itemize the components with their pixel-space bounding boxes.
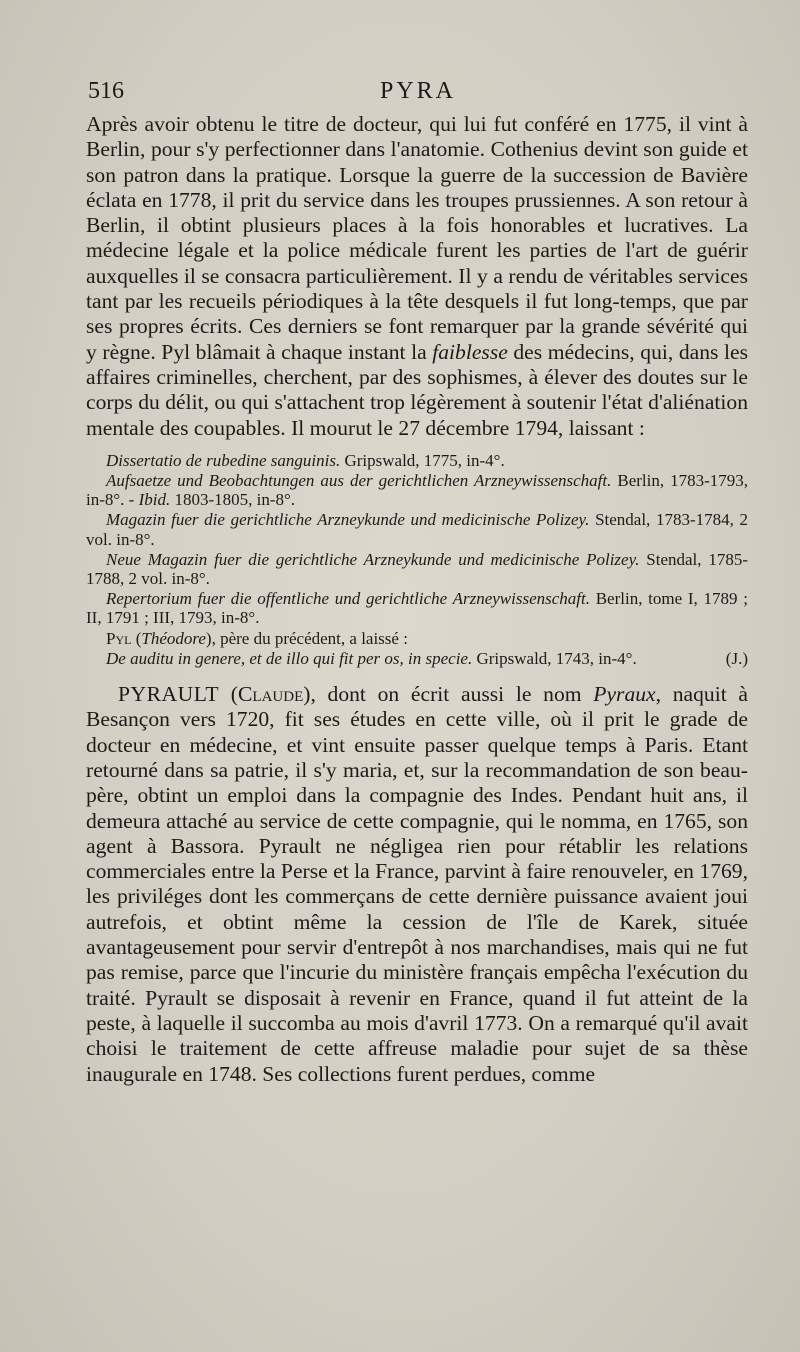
pyrault-headword: PYRAULT (118, 682, 220, 707)
work-details: Stendal, 1785-1788, 2 vol. in-8°. (86, 549, 749, 589)
work-title-ibid: Ibid. (138, 490, 171, 510)
bibliography-entry (86, 471, 748, 509)
pyrault-intro: , dont on écrit aussi le nom (310, 682, 594, 707)
work-details: Stendal, 1783-1784, 2 vol. in-8°. (86, 510, 748, 549)
son-text: , père du précédent, a laissé : (211, 628, 408, 648)
son-entry: Pyl (Théodore), père du précédent, a laissé : (106, 628, 408, 648)
bibliography-entry (86, 589, 748, 627)
author-signature: (J.) (725, 648, 748, 668)
work-title: Dissertatio de rubedine sanguinis. (106, 450, 341, 470)
pyl-text: Après avoir obtenu le titre de docteur, qui lui fut conféré en 1775, il vint à Berlin, pour s'y perfectionner dans l'anatomie. Cothenius devint son guide et son patron dans la pratique. Lorsque la guerre de la succession de Bavière éclata en 1778, il prit du service dans les troupes prussiennes. A son retour à Berlin, il obtint plusieurs places à la fois honorables et lucratives. La médecine légale et la police médicale furent les parties de l'art de guérir auxquelles il se consacra particulièrement. Il y a rendu de véritables services tant par les recueils périodiques à la tête desquels il fut long-temps, que par ses propres écrits. Ces derniers se font remarquer par la grande sévérité qui y règne. Pyl blâmait à chaque instant la (86, 112, 748, 364)
pyl-italic-word: faiblesse (432, 339, 508, 364)
pyrault-paragraph: PYRAULT (Claude), dont on écrit aussi le nom Pyraux, naquit à Besançon vers 1720, fit ses études en cette ville, où il prit le grade de docteur en médecine, et vint ensuite passer quelque temps à Paris. Etant retourné dans sa patrie, il s'y maria, et, sur la recommandation de son beau-père, obtint un emploi dans la compagnie des Indes. Pendant huit ans, il demeura attaché au service de cette compagnie, qui le nomma, en 1765, son agent à Bassora. Pyrault ne négligea rien pour rétablir les relations commerciales entre la Perse et la France, parvint à faire renouveler, en 1769, les priviléges dont les commerçans de cette dernière puissance avaient joui autrefois, et obtint même la cession de l'île de Karek, située avantageusement pour servir d'entrepôt à nos marchandises, mais qui ne fut pas remise, parce que l'incurie du ministère français empêcha l'exécution du traité. Pyrault se disposait à revenir en France, quand il fut atteint de la peste, à laquelle il succomba au mois d'avril 1773. On a remarqué qu'il avait choisi le traitement de cette affreuse maladie pour sujet de sa thèse inaugurale en 1748. Ses collections furent perdues, comme (86, 682, 748, 1086)
work-details: Gripswald, 1775, in-4°. (340, 450, 505, 470)
work-details: Berlin, tome I, 1789 ; II, 1791 ; III, 1793, in-8°. (86, 589, 748, 628)
pyrault-given-name: Claude (238, 682, 304, 707)
work-details-ibid: 1803-1805, in-8°. (170, 490, 296, 510)
son-given-name: Théodore (141, 628, 206, 648)
son-work-entry (86, 649, 748, 668)
son-work-details: Gripswald, 1743, in-4°. (472, 648, 637, 668)
pyl-paragraph (86, 112, 748, 441)
bibliography-entry (86, 510, 748, 548)
work-title: Aufsaetze und Beobachtungen aus der gerichtlichen Arzneywissenschaft. (106, 471, 612, 491)
work-details: Berlin, 1783-1793, in-8°. - (86, 471, 748, 510)
page-header (88, 78, 748, 108)
son-work-title: De auditu in genere, et de illo qui fit per os, in specie. (106, 648, 473, 668)
main-text (86, 112, 748, 1087)
pyrault-variant-name: Pyraux (593, 682, 656, 707)
pyrault-text: , naquit à Besançon vers 1720, fit ses études en cette ville, où il prit le grade de docteur en médecine, et vint ensuite passer quelque temps à Paris. Etant retourné dans sa patrie, il s'y maria, et, sur la recommandation de son beau-père, obtint un emploi dans la compagnie des Indes. Pendant huit ans, il demeura attaché au service de cette compagnie, qui le nomma, en 1765, son agent à Bassora. Pyrault ne négligea rien pour rétablir les relations commerciales entre la Perse et la France, parvint à faire renouveler, en 1769, les priviléges dont les commerçans de cette dernière puissance avaient joui autrefois, et obtint même la cession de l'île de Karek, située avantageusement pour servir d'entrepôt à nos marchandises, mais qui ne fut pas remise, parce que l'incurie du ministère français empêcha l'exécution du traité. Pyrault se disposait à revenir en France, quand il fut atteint de la peste, à laquelle il succomba au mois d'avril 1773. On a remarqué qu'il avait choisi le traitement de cette affreuse maladie pour sujet de sa thèse inaugurale en 1748. Ses collections furent perdues, comme (86, 682, 748, 1086)
work-title: Repertorium fuer die offentliche und gerichtliche Arzneywissenschaft. (106, 589, 590, 609)
running-head: PYRA (379, 78, 457, 104)
page-number: 516 (88, 78, 124, 104)
son-name: Pyl (106, 628, 132, 648)
bibliography-entry (86, 550, 748, 588)
pyl-text-after: des médecins, qui, dans les affaires criminelles, cherchent, par des sophismes, à élever des doutes sur le corps du délit, ou qui s'attachent trop légèrement à soutenir l'état d'aliénation mentale des coupables. Il mourut le 27 décembre 1794, laissant : (86, 339, 748, 440)
work-title: Neue Magazin fuer die gerichtliche Arzneykunde und medicinische Polizey. (106, 549, 640, 569)
work-title: Magazin fuer die gerichtliche Arzneykunde und medicinische Polizey. (106, 510, 590, 530)
bibliography-entry (86, 451, 748, 470)
bibliography (86, 451, 748, 668)
